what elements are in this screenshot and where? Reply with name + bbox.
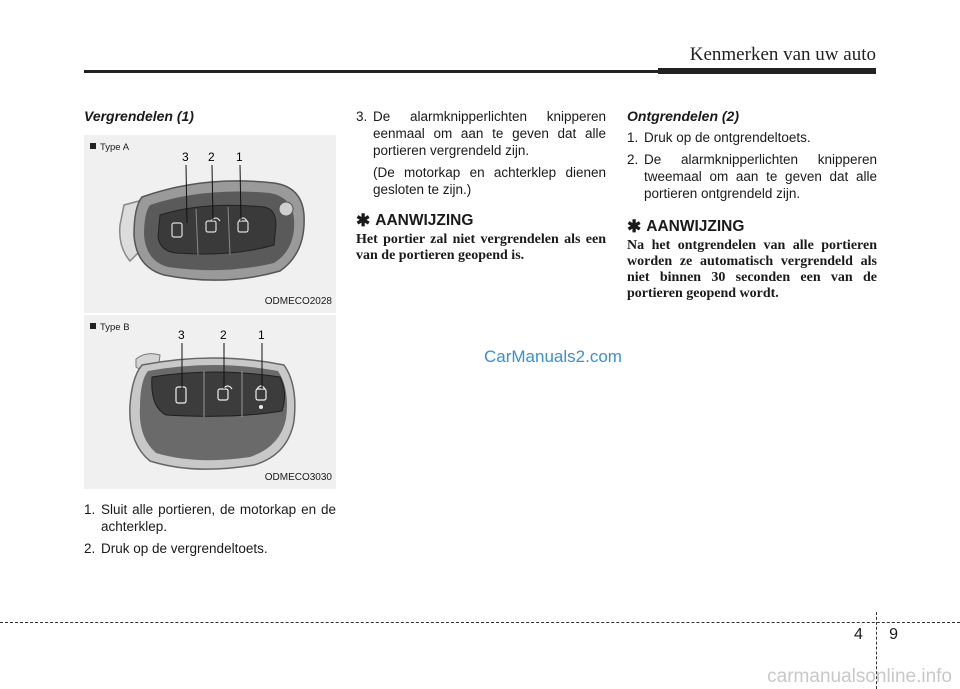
callout-3-b: 3 bbox=[178, 328, 185, 342]
figure-b-type-label bbox=[90, 319, 130, 336]
right-column bbox=[627, 108, 877, 302]
step-number: 3. bbox=[356, 109, 368, 124]
header-rule bbox=[84, 70, 658, 73]
step-number: 2. bbox=[627, 152, 639, 167]
note-heading-unlock bbox=[627, 218, 877, 235]
step-number: 1. bbox=[84, 502, 96, 517]
callout-1-b: 1 bbox=[258, 328, 265, 342]
watermark: CarManuals2.com bbox=[484, 347, 622, 366]
note-star-icon: ✱ bbox=[356, 211, 371, 230]
step-number: 1. bbox=[627, 130, 639, 145]
key-fob-b-illustration bbox=[84, 315, 336, 489]
figure-a-code: ODMECO2028 bbox=[264, 296, 332, 307]
square-bullet-icon bbox=[90, 323, 96, 329]
note-heading-lock bbox=[356, 212, 606, 229]
callout-1-a: 1 bbox=[236, 150, 243, 164]
square-bullet-icon bbox=[90, 143, 96, 149]
note-heading-text: AANWIJZING bbox=[646, 218, 745, 235]
key-fob-a-illustration bbox=[84, 135, 336, 313]
figure-a-type-text: Type A bbox=[100, 142, 130, 153]
figure-type-b bbox=[84, 315, 336, 489]
callout-2-b: 2 bbox=[220, 328, 227, 342]
note-star-icon: ✱ bbox=[627, 217, 642, 236]
note-body-unlock: Na het ontgrendelen van alle portieren worden ze automatisch vergrendeld als niet binnen 30 seconden een van de portieren geopend wordt. bbox=[627, 238, 877, 301]
step-text: Sluit alle portieren, de motorkap en de achterklep. bbox=[101, 502, 336, 534]
step-text: Druk op de ontgrendeltoets. bbox=[644, 130, 811, 145]
lock-heading: Vergrendelen (1) bbox=[84, 108, 194, 124]
note-heading-text: AANWIJZING bbox=[375, 212, 474, 229]
step-text: Druk op de vergrendeltoets. bbox=[101, 541, 268, 556]
section-title: Kenmerken van uw auto bbox=[689, 44, 876, 65]
callout-2-a: 2 bbox=[208, 150, 215, 164]
chapter-number: 4 bbox=[854, 626, 863, 643]
figure-a-type-label bbox=[90, 139, 129, 156]
page-number bbox=[854, 626, 898, 644]
step-text: De alarmknipperlichten knipperen eenmaal om aan te geven dat alle portieren vergrendeld zijn. bbox=[373, 109, 606, 158]
unlock-step-2 bbox=[627, 151, 877, 202]
step-3-note: (De motorkap en achterklep dienen gesloten te zijn.) bbox=[373, 165, 606, 197]
footer-rule bbox=[0, 622, 960, 623]
unlock-heading: Ontgrendelen (2) bbox=[627, 108, 740, 124]
step-text: De alarmknipperlichten knipperen tweemaal om aan te geven dat alle portieren ontgrendeld zijn. bbox=[644, 152, 877, 201]
figure-b-code: ODMECO3030 bbox=[264, 472, 332, 483]
header-rule-accent bbox=[658, 68, 876, 74]
page-in-chapter: 9 bbox=[889, 626, 898, 643]
middle-column bbox=[356, 108, 606, 264]
callout-3-a: 3 bbox=[182, 150, 189, 164]
figure-b-type-text: Type B bbox=[100, 322, 130, 333]
figure-type-a bbox=[84, 135, 336, 313]
lock-step-3 bbox=[356, 108, 606, 159]
unlock-step-1 bbox=[627, 129, 877, 146]
left-column bbox=[84, 108, 336, 562]
lock-step-1 bbox=[84, 501, 336, 535]
step-number: 2. bbox=[84, 541, 96, 556]
note-body-lock: Het portier zal niet vergrendelen als een van de portieren geopend is. bbox=[356, 232, 606, 263]
lock-step-2 bbox=[84, 540, 336, 557]
footer-url: carmanualsonline.info bbox=[767, 666, 952, 687]
